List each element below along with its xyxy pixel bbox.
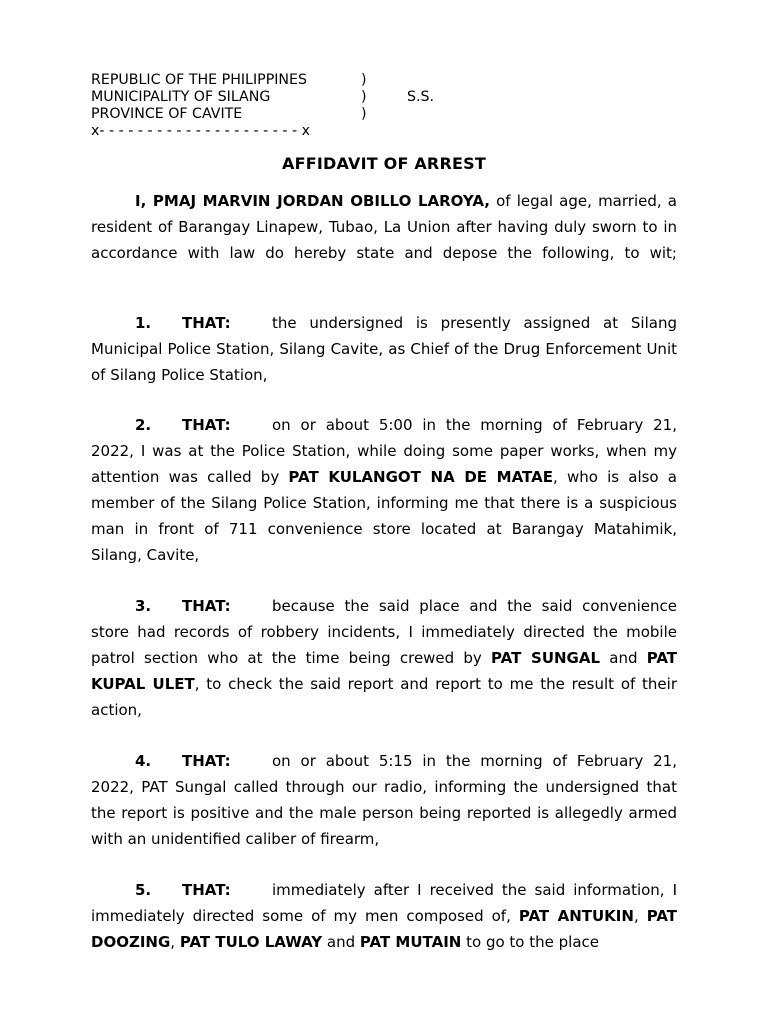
paragraph-text: and [322,933,360,951]
venue-paren: ) [361,106,367,122]
paragraph-5 [91,877,677,955]
paragraph-text: , who is also a member of the Silang Police Station, informing me that there is a suspicious man in front of 711 convenience store located at Barangay Matahimik, Silang, Cavite, [91,468,677,564]
venue-municipality: MUNICIPALITY OF SILANG [91,89,271,105]
paragraph-number: 2. [135,416,152,434]
paragraph-text: , [170,933,180,951]
that-label: THAT: [182,752,231,770]
bold-name: PAT ANTUKIN [518,907,634,925]
paragraph-text: to go to the place [461,933,599,951]
that-label: THAT: [182,416,231,434]
that-label: THAT: [182,597,231,615]
document-title: AFFIDAVIT OF ARREST [282,154,486,173]
that-label: THAT: [182,314,231,332]
paragraph-number: 3. [135,597,152,615]
paragraph-3 [91,593,677,723]
paragraph-number: 1. [135,314,152,332]
venue-paren: ) [361,72,367,88]
venue-republic: REPUBLIC OF THE PHILIPPINES [91,72,308,88]
paragraph-4 [91,748,677,852]
paragraph-number: 4. [135,752,152,770]
bold-name: PAT KUPAL ULET [91,649,678,693]
paragraph-2 [91,412,677,568]
bold-name: PAT KULANGOT NA DE MATAE [288,468,553,486]
paragraph-text: because the said place and the said convenience store had records of robbery incidents, I immediately directed the mobile patrol section who at the time being crewed by [91,597,677,667]
bold-name: PAT SUNGAL [491,649,601,667]
paragraph-number: 5. [135,881,152,899]
paragraph-text: the undersigned is presently assigned at Silang Municipal Police Station, Silang Cavite, as Chief of the Drug Enforcement Unit of Silang Police Station, [91,314,677,384]
venue-paren: ) [361,89,367,105]
paragraph-1 [91,310,677,388]
paragraph-text: and [600,649,647,667]
venue-ss: S.S. [407,89,435,105]
paragraph-text: on or about 5:15 in the morning of February 21, 2022, PAT Sungal called through our radio, informing the undersigned that the report is positive and the male person being reported is allegedly armed with an unidentified caliber of firearm, [91,752,677,848]
paragraph-text: , [633,907,647,925]
venue-divider: x- - - - - - - - - - - - - - - - - - - - - x [91,123,311,139]
bold-name: PAT MUTAIN [359,933,462,951]
paragraph-text: , to check the said report and report to me the result of their action, [91,675,677,719]
intro-paragraph [91,188,677,266]
venue-province: PROVINCE OF CAVITE [91,106,243,122]
that-label: THAT: [182,881,231,899]
intro-text: of legal age, married, a resident of Barangay Linapew, Tubao, La Union after having duly sworn to in accordance with law do hereby state and depose the following, to wit; [91,192,677,262]
paragraph-text: on or about 5:00 in the morning of February 21, 2022, I was at the Police Station, while doing some paper works, when my attention was called by [91,416,677,486]
bold-name: PAT DOOZING [91,907,677,951]
affiant-name: I, PMAJ MARVIN JORDAN OBILLO LAROYA, [135,192,490,210]
bold-name: PAT TULO LAWAY [179,933,323,951]
paragraph-text: immediately after I received the said information, I immediately directed some of my men composed of, [91,881,677,925]
